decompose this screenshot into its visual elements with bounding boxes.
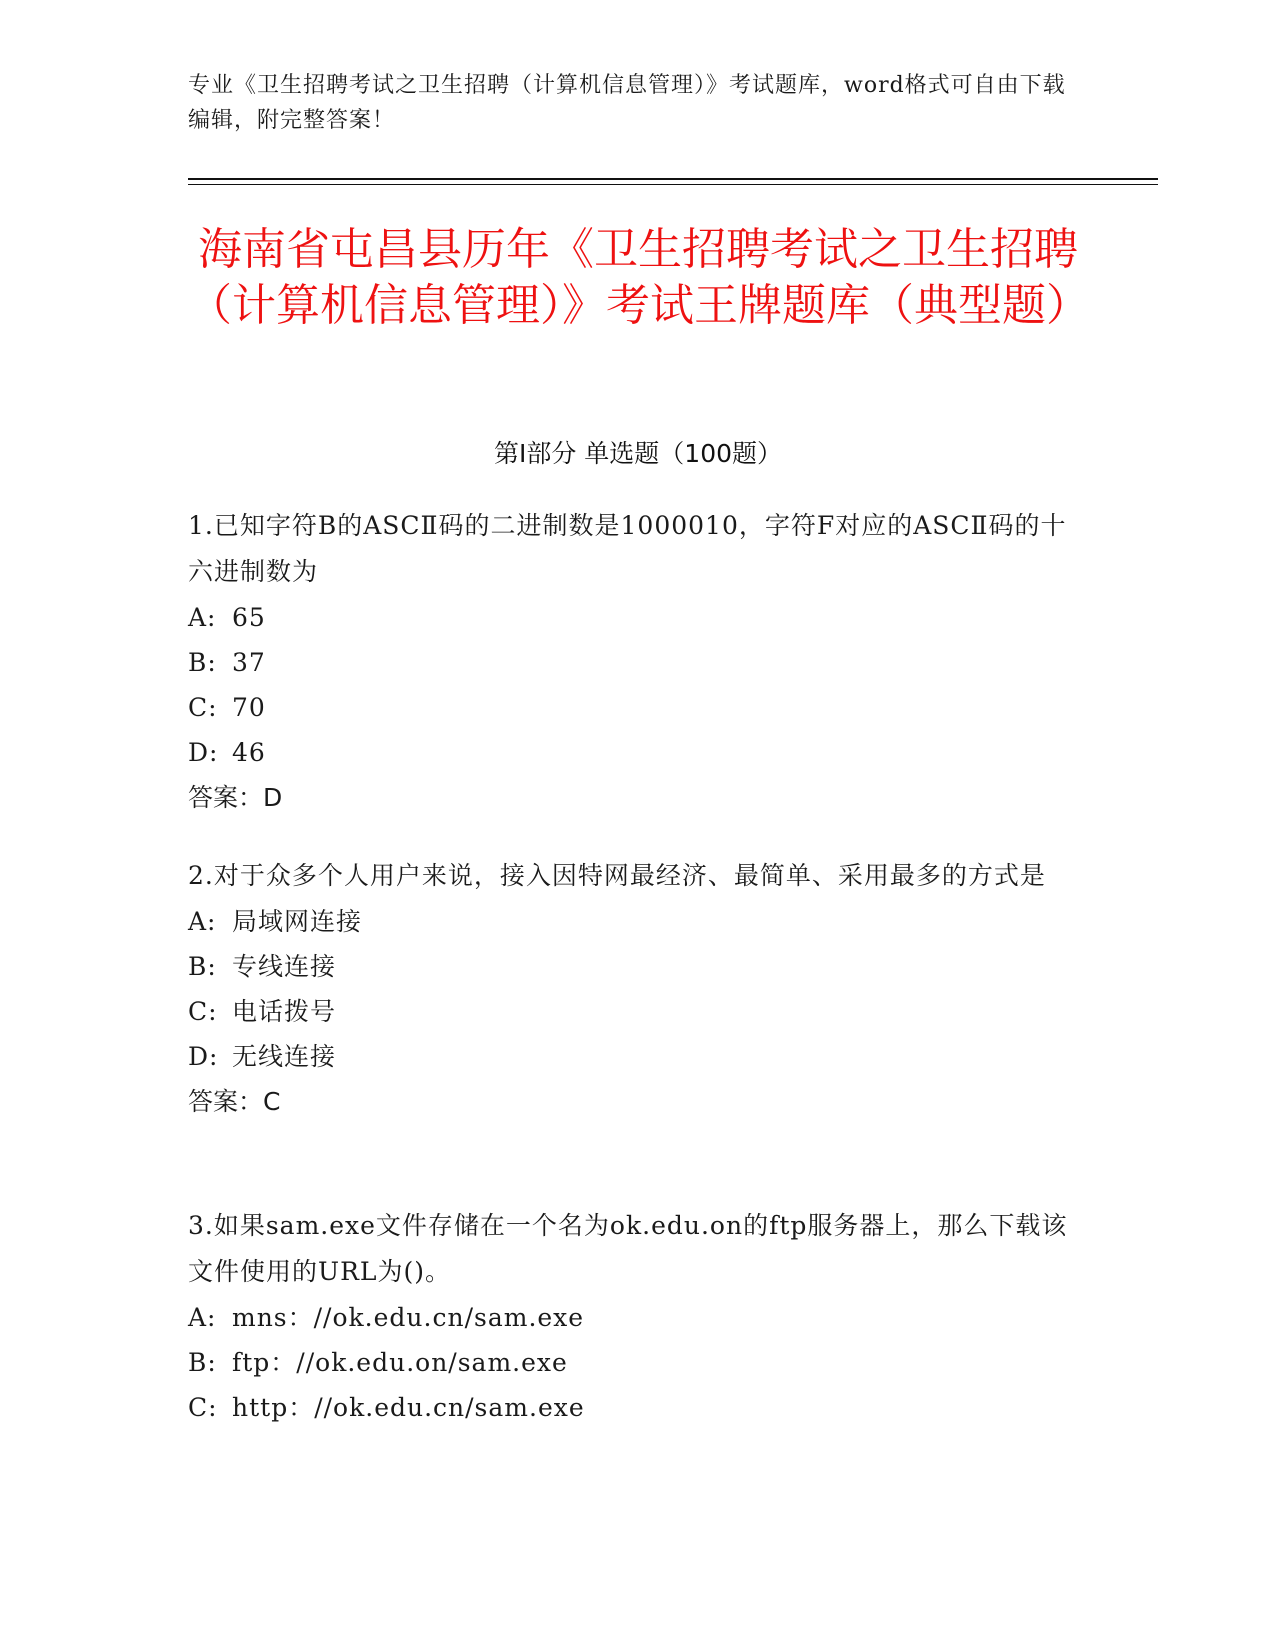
section-title: 第Ⅰ部分 单选题（100题） xyxy=(493,439,783,468)
question-stem: 2.对于众多个人用户来说，接入因特网最经济、最简单、采用最多的方式是 xyxy=(188,861,1046,890)
option-text: 无线连接 xyxy=(232,1042,337,1071)
answer-line: 答案：D xyxy=(188,783,283,812)
question-1 xyxy=(188,503,1068,821)
option-key: A: xyxy=(188,907,217,936)
option-b xyxy=(188,640,1068,685)
option-key: A: xyxy=(188,603,217,632)
question-stem: 1.已知字符B的ASCⅡ码的二进制数是1000010，字符F对应的ASCⅡ码的十六进制数为 xyxy=(188,511,1067,586)
question-2 xyxy=(188,853,1068,1125)
option-text: 专线连接 xyxy=(232,952,337,981)
answer-line: 答案：C xyxy=(188,1087,281,1116)
option-a xyxy=(188,1295,1068,1340)
option-key: D: xyxy=(188,738,219,767)
option-key: A: xyxy=(188,1303,217,1332)
option-text: http：//ok.edu.cn/sam.exe xyxy=(232,1393,585,1422)
header-note: 专业《卫生招聘考试之卫生招聘（计算机信息管理）》考试题库，word格式可自由下载编辑，附完整答案！ xyxy=(188,73,1066,133)
option-text: 65 xyxy=(232,603,266,632)
option-text: 46 xyxy=(232,738,266,767)
option-key: B: xyxy=(188,952,217,981)
option-d xyxy=(188,730,1068,775)
header-divider-thin xyxy=(188,184,1158,185)
option-text: 局域网连接 xyxy=(232,907,363,936)
option-c xyxy=(188,685,1068,730)
option-text: mns：//ok.edu.cn/sam.exe xyxy=(232,1303,585,1332)
option-c xyxy=(188,1385,1068,1430)
option-text: 电话拨号 xyxy=(232,997,337,1026)
question-3 xyxy=(188,1203,1068,1430)
option-text: ftp：//ok.edu.on/sam.exe xyxy=(232,1348,568,1377)
option-key: D: xyxy=(188,1042,219,1071)
header-divider-thick xyxy=(188,178,1158,180)
option-a xyxy=(188,899,1068,944)
option-key: B: xyxy=(188,1348,217,1377)
option-b xyxy=(188,944,1068,989)
question-stem: 3.如果sam.exe文件存储在一个名为ok.edu.on的ftp服务器上，那么下载该文件使用的URL为()。 xyxy=(188,1211,1068,1286)
option-key: B: xyxy=(188,648,217,677)
option-key: C: xyxy=(188,1393,218,1422)
option-c xyxy=(188,989,1068,1034)
option-key: C: xyxy=(188,997,218,1026)
option-d xyxy=(188,1034,1068,1079)
option-a xyxy=(188,595,1068,640)
document-title: 海南省屯昌县历年《卫生招聘考试之卫生招聘（计算机信息管理）》考试王牌题库（典型题） xyxy=(188,224,1090,331)
option-text: 37 xyxy=(232,648,266,677)
option-b xyxy=(188,1340,1068,1385)
option-text: 70 xyxy=(232,693,266,722)
option-key: C: xyxy=(188,693,218,722)
